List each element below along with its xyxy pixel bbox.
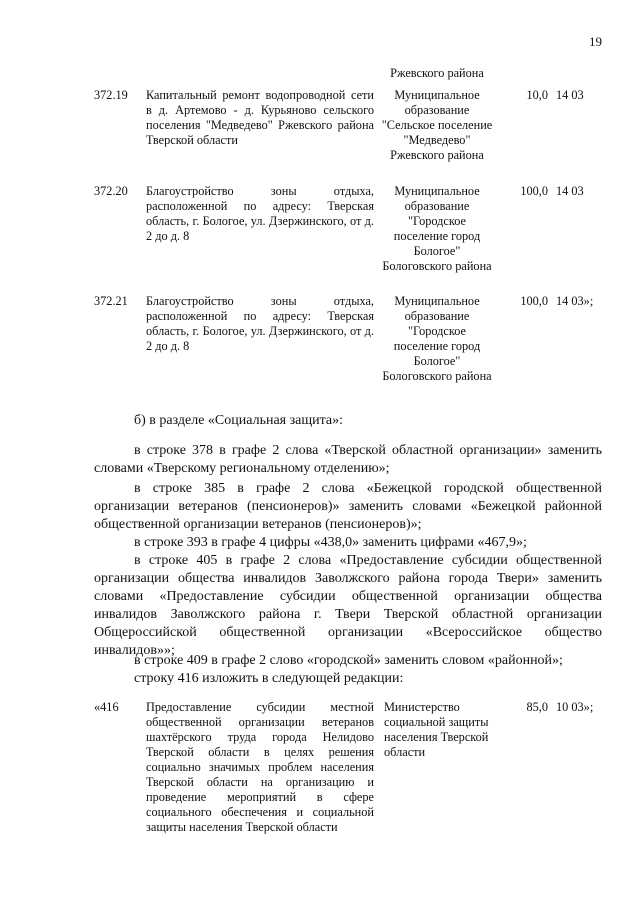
- row-code: 14 03: [556, 184, 584, 198]
- prev-row-owner-tail: Ржевского района: [390, 66, 484, 80]
- row-owner: Муниципальное образование "Городское поселение город Бологое" Бологовского района: [382, 184, 492, 273]
- row-description: Предоставление субсидии местной общественной организации ветеранов шахтёрского труда города Нелидово Тверской области в целях решения социально значимых проблем населения Тверской области на организацию и проведение мероприятий в сфере социального обеспечения и социальной защиты населения Тверской области: [146, 700, 374, 834]
- row-amount: 100,0: [520, 184, 548, 198]
- row-amount: 85,0: [526, 700, 548, 714]
- amendment-paragraph: в строке 393 в графе 4 цифры «438,0» заменить цифрами «467,9»;: [134, 535, 527, 550]
- row-description: Благоустройство зоны отдыха, расположенной по адресу: Тверская область, г. Бологое, ул. Дзержинского, от д. 2 до д. 8: [146, 294, 374, 353]
- amendment-paragraph: в строке 385 в графе 2 слова «Бежецкой городской общественной организации ветеранов (пенсионеров)» заменить словами «Бежецкой районной общественной организации ветеранов (пенсионеров)»;: [94, 481, 602, 532]
- row-amount: 10,0: [526, 88, 548, 102]
- row-description: Благоустройство зоны отдыха, расположенной по адресу: Тверская область, г. Бологое, ул. Дзержинского, от д. 2 до д. 8: [146, 184, 374, 243]
- amendment-paragraph: в строке 405 в графе 2 слова «Предоставление субсидии общественной организации общества инвалидов Заволжского района города Твери» заменить словами «Предоставление субсидии общественной организации общества инвалидов Заволжского района г. Твери Тверской областной организации Общероссийской общественной организации «Всероссийское общество инвалидов»»;: [94, 553, 602, 658]
- row-number: 372.21: [94, 294, 128, 308]
- section-heading: б) в разделе «Социальная защита»:: [134, 413, 344, 428]
- row-owner: Муниципальное образование "Сельское поселение "Медведево" Ржевского района: [381, 88, 493, 162]
- page-number: 19: [589, 34, 602, 49]
- row-description: Капитальный ремонт водопроводной сети в д. Артемово - д. Курьяново сельского поселения "Медведево" Ржевского района Тверской области: [146, 88, 374, 147]
- row-code: 14 03: [556, 88, 584, 102]
- row-number: 372.20: [94, 184, 128, 198]
- row-number: «416: [94, 700, 119, 714]
- row-owner: Министерство социальной защиты населения Тверской области: [384, 700, 489, 759]
- row-owner: Муниципальное образование "Городское поселение город Бологое" Бологовского района: [382, 294, 492, 383]
- row-code: 10 03»;: [556, 700, 594, 714]
- amendment-paragraph: в строке 378 в графе 2 слова «Тверской областной организации» заменить словами «Тверскому региональному отделению»;: [94, 443, 602, 476]
- row-amount: 100,0: [520, 294, 548, 308]
- amendment-paragraph: в строке 409 в графе 2 слово «городской» заменить словом «районной»;: [134, 653, 563, 668]
- row-code: 14 03»;: [556, 294, 594, 308]
- row-number: 372.19: [94, 88, 128, 102]
- amendment-paragraph: строку 416 изложить в следующей редакции:: [134, 671, 404, 686]
